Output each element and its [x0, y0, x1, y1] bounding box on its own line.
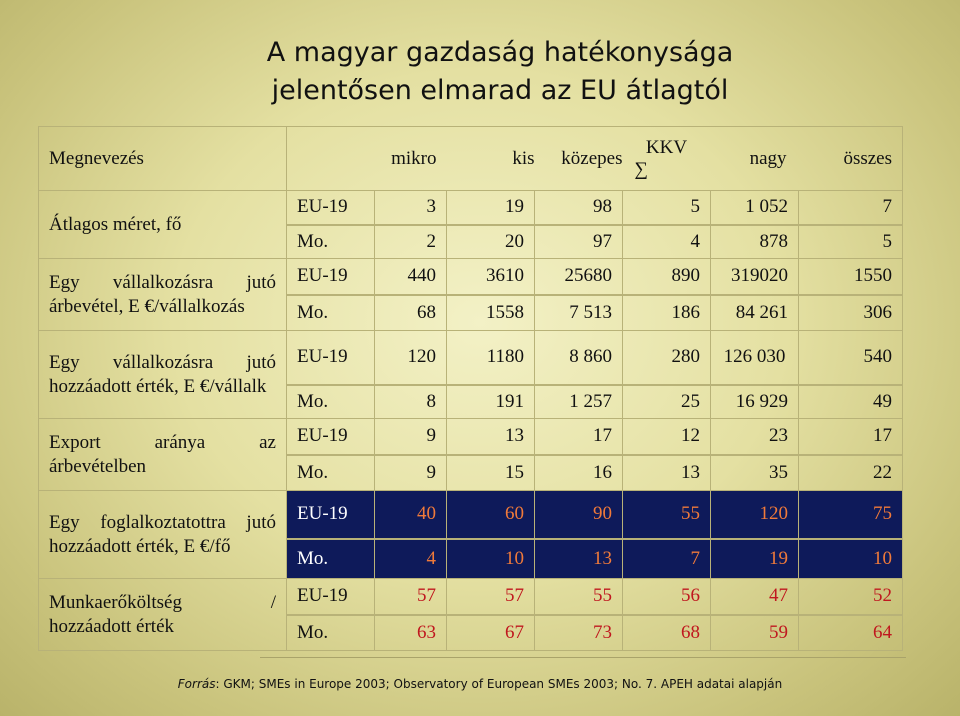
value-cell: 13 [535, 539, 623, 579]
value-cell: 17 [535, 419, 623, 455]
row-label: Átlagos méret, fő [39, 191, 287, 259]
value-cell: 8 860 [535, 331, 623, 385]
value-cell: 5 [623, 191, 711, 225]
value-cell: 57 [375, 579, 447, 615]
value-cell: 98 [535, 191, 623, 225]
value-cell: 9 [375, 419, 447, 455]
value-cell: 13 [447, 419, 535, 455]
header-osszes: összes [799, 127, 903, 191]
value-cell: 120 [711, 491, 799, 539]
row-label: Egy foglalkoztatottra jutó hozzáadott érték, E €/fő [39, 491, 287, 579]
value-cell: 16 [535, 455, 623, 491]
source-divider [260, 657, 906, 658]
row-label: Egy vállalkozásra jutó hozzáadott érték, E €/vállalk [39, 331, 287, 419]
region-cell: Mo. [287, 539, 375, 579]
value-cell: 40 [375, 491, 447, 539]
region-cell: Mo. [287, 295, 375, 331]
source-text: : GKM; SMEs in Europe 2003; Observatory of European SMEs 2003; No. 7. APEH adatai alapján [215, 677, 783, 691]
value-cell: 890 [623, 259, 711, 295]
value-cell: 5 [799, 225, 903, 259]
source-note [0, 677, 960, 691]
value-cell: 97 [535, 225, 623, 259]
header-kkv-label: KKV [645, 136, 688, 158]
region-cell: Mo. [287, 385, 375, 419]
header-nagy: nagy [711, 127, 799, 191]
value-cell: 10 [799, 539, 903, 579]
value-cell: 16 929 [711, 385, 799, 419]
value-cell: 126 030 [711, 331, 799, 385]
value-cell: 1558 [447, 295, 535, 331]
region-cell: Mo. [287, 455, 375, 491]
sum-icon: ∑ [634, 158, 649, 180]
source-label: Forrás [177, 677, 216, 691]
header-row [39, 127, 903, 191]
value-cell: 68 [375, 295, 447, 331]
table-row [39, 259, 903, 295]
value-cell: 64 [799, 615, 903, 651]
value-cell: 47 [711, 579, 799, 615]
value-cell: 8 [375, 385, 447, 419]
value-cell: 57 [447, 579, 535, 615]
value-cell: 3 [375, 191, 447, 225]
value-cell: 19 [711, 539, 799, 579]
value-cell: 4 [623, 225, 711, 259]
region-cell: Mo. [287, 615, 375, 651]
value-cell: 67 [447, 615, 535, 651]
header-name: Megnevezés [39, 127, 287, 191]
value-cell: 1180 [447, 331, 535, 385]
table-row [39, 331, 903, 385]
value-cell: 7 [623, 539, 711, 579]
region-cell: EU-19 [287, 491, 375, 539]
value-cell: 280 [623, 331, 711, 385]
value-cell: 3610 [447, 259, 535, 295]
value-cell: 13 [623, 455, 711, 491]
value-cell: 1 257 [535, 385, 623, 419]
value-cell: 20 [447, 225, 535, 259]
value-cell: 120 [375, 331, 447, 385]
value-cell: 10 [447, 539, 535, 579]
value-cell: 23 [711, 419, 799, 455]
value-cell: 68 [623, 615, 711, 651]
value-cell: 1 052 [711, 191, 799, 225]
table-row [39, 419, 903, 455]
value-cell: 15 [447, 455, 535, 491]
table-row [39, 491, 903, 539]
value-cell: 60 [447, 491, 535, 539]
value-cell: 63 [375, 615, 447, 651]
value-cell: 12 [623, 419, 711, 455]
value-cell: 25 [623, 385, 711, 419]
value-cell: 319020 [711, 259, 799, 295]
row-label: Munkaerőköltség / hozzáadott érték [39, 579, 287, 651]
region-cell: EU-19 [287, 579, 375, 615]
value-cell: 186 [623, 295, 711, 331]
value-cell: 4 [375, 539, 447, 579]
header-mikro: mikro [375, 127, 447, 191]
header-kkv [623, 127, 711, 191]
region-cell: EU-19 [287, 259, 375, 295]
row-label: Egy vállalkozásra jutó árbevétel, E €/vállalkozás [39, 259, 287, 331]
row-label: Export aránya az árbevételben [39, 419, 287, 491]
comparison-table [38, 126, 903, 651]
value-cell: 73 [535, 615, 623, 651]
value-cell: 440 [375, 259, 447, 295]
region-cell: EU-19 [287, 419, 375, 455]
value-cell: 17 [799, 419, 903, 455]
slide-title [0, 34, 960, 110]
value-cell: 55 [535, 579, 623, 615]
value-cell: 56 [623, 579, 711, 615]
value-cell: 52 [799, 579, 903, 615]
value-cell: 191 [447, 385, 535, 419]
table-row [39, 579, 903, 615]
value-cell: 25680 [535, 259, 623, 295]
value-cell: 59 [711, 615, 799, 651]
value-cell: 2 [375, 225, 447, 259]
header-kozepes: közepes [535, 127, 623, 191]
value-cell: 55 [623, 491, 711, 539]
header-kis: kis [447, 127, 535, 191]
title-line-1: A magyar gazdaság hatékonysága [266, 37, 734, 68]
value-cell: 7 513 [535, 295, 623, 331]
value-cell: 84 261 [711, 295, 799, 331]
value-cell: 35 [711, 455, 799, 491]
value-cell: 19 [447, 191, 535, 225]
value-cell: 9 [375, 455, 447, 491]
value-cell: 306 [799, 295, 903, 331]
value-cell: 22 [799, 455, 903, 491]
value-cell: 90 [535, 491, 623, 539]
value-cell: 49 [799, 385, 903, 419]
region-cell: Mo. [287, 225, 375, 259]
region-cell: EU-19 [287, 331, 375, 385]
title-line-2: jelentősen elmarad az EU átlagtól [271, 75, 729, 106]
table-row [39, 191, 903, 225]
value-cell: 878 [711, 225, 799, 259]
value-cell: 1550 [799, 259, 903, 295]
value-cell: 7 [799, 191, 903, 225]
region-cell: EU-19 [287, 191, 375, 225]
value-cell: 75 [799, 491, 903, 539]
value-cell: 540 [799, 331, 903, 385]
